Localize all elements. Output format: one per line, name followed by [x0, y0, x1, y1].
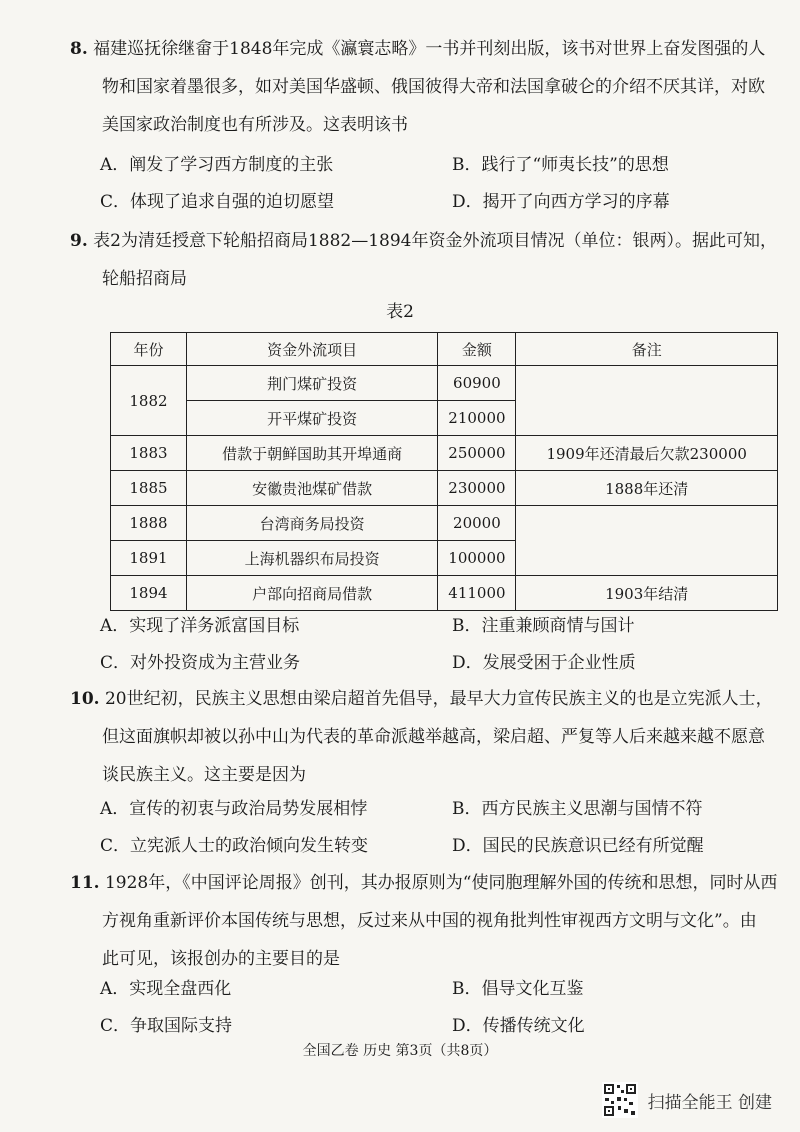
- question-number: 11.: [70, 873, 100, 893]
- table-cell-item: 借款于朝鲜国助其开埠通商: [186, 436, 438, 471]
- table-cell-year: 1891: [111, 541, 187, 576]
- table-cell-amount: 210000: [438, 401, 516, 436]
- table-cell-year: 1883: [111, 436, 187, 471]
- option-c[interactable]: C．争取国际支持: [100, 1016, 233, 1036]
- table-row: [111, 436, 778, 471]
- option-a[interactable]: A．实现了洋务派富国目标: [100, 616, 300, 636]
- question-11: [70, 864, 778, 978]
- option-a[interactable]: A．阐发了学习西方制度的主张: [100, 155, 334, 175]
- table-cell-amount: 230000: [438, 471, 516, 506]
- question-number: 8.: [70, 39, 88, 59]
- table-cell-note: [516, 366, 778, 436]
- question-text-line: 美国家政治制度也有所涉及。这表明该书: [102, 115, 408, 135]
- table-cell-item: 上海机器织布局投资: [186, 541, 438, 576]
- option-d[interactable]: D．传播传统文化: [452, 1016, 585, 1036]
- option-d[interactable]: D．发展受困于企业性质: [452, 653, 636, 673]
- question-9-options: [100, 611, 760, 685]
- option-a[interactable]: A．实现全盘西化: [100, 979, 232, 999]
- question-8: [70, 30, 770, 144]
- table-header: 备注: [516, 333, 778, 366]
- table-cell-year: 1894: [111, 576, 187, 611]
- option-c[interactable]: C．体现了追求自强的迫切愿望: [100, 192, 335, 212]
- table-row: [111, 471, 778, 506]
- table-cell-amount: 60900: [438, 366, 516, 401]
- table-header: 金额: [438, 333, 516, 366]
- table-header: 资金外流项目: [186, 333, 438, 366]
- question-text-line: 1928年，《中国评论周报》创刊，其办报原则为“使同胞理解外国的传统和思想，同时从西: [104, 873, 778, 893]
- option-b[interactable]: B．倡导文化互鉴: [452, 979, 584, 999]
- question-10: [70, 680, 773, 794]
- table-cell-item: 户部向招商局借款: [186, 576, 438, 611]
- option-c[interactable]: C．立宪派人士的政治倾向发生转变: [100, 836, 369, 856]
- table-cell-amount: 411000: [438, 576, 516, 611]
- table-cell-amount: 20000: [438, 506, 516, 541]
- question-text-line: 轮船招商局: [102, 269, 187, 289]
- watermark-text: 扫描全能王 创建: [647, 1092, 772, 1113]
- table-cell-note: 1888年还清: [516, 471, 778, 506]
- option-a[interactable]: A．宣传的初衷与政治局势发展相悖: [100, 799, 368, 819]
- question-text-line: 但这面旗帜却被以孙中山为代表的革命派越举越高，梁启超、严复等人后来越来越不愿意: [102, 727, 765, 747]
- table-cell-year: 1885: [111, 471, 187, 506]
- question-text-line: 20世纪初，民族主义思想由梁启超首先倡导，最早大力宣传民族主义的也是立宪派人士，: [104, 689, 773, 709]
- scanner-watermark: [602, 1082, 772, 1118]
- table-row: [111, 576, 778, 611]
- question-11-options: [100, 974, 760, 1048]
- table-row: [111, 506, 778, 541]
- table-cell-item: 台湾商务局投资: [186, 506, 438, 541]
- question-8-options: [100, 150, 760, 224]
- table-cell-item: 荆门煤矿投资: [186, 366, 438, 401]
- table-cell-item: 安徽贵池煤矿借款: [186, 471, 438, 506]
- option-b[interactable]: B．西方民族主义思潮与国情不符: [452, 799, 703, 819]
- question-text-line: 方视角重新评价本国传统与思想，反过来从中国的视角批判性审视西方文明与文化”。由: [102, 911, 757, 931]
- question-10-options: [100, 794, 760, 868]
- qr-code-icon: [602, 1082, 638, 1118]
- question-text-line: 福建巡抚徐继畲于1848年完成《瀛寰志略》一书并刊刻出版，该书对世界上奋发图强的人: [93, 39, 766, 59]
- option-d[interactable]: D．揭开了向西方学习的序幕: [452, 192, 670, 212]
- table-cell-amount: 100000: [438, 541, 516, 576]
- page-footer: 全国乙卷 历史 第3页（共8页）: [302, 1043, 498, 1059]
- option-b[interactable]: B．注重兼顾商情与国计: [452, 616, 635, 636]
- table-row: [111, 366, 778, 401]
- table-header-row: [111, 333, 778, 366]
- capital-outflow-table: [110, 332, 778, 611]
- table-cell-item: 开平煤矿投资: [186, 401, 438, 436]
- question-number: 9.: [70, 231, 88, 251]
- table-title: 表2: [386, 302, 414, 322]
- option-c[interactable]: C．对外投资成为主营业务: [100, 653, 301, 673]
- question-text-line: 谈民族主义。这主要是因为: [102, 765, 306, 785]
- option-d[interactable]: D．国民的民族意识已经有所觉醒: [452, 836, 704, 856]
- table-cell-year: 1882: [111, 366, 187, 436]
- question-text-line: 物和国家着墨很多，如对美国华盛顿、俄国彼得大帝和法国拿破仑的介绍不厌其详，对欧: [102, 77, 765, 97]
- table-cell-note: 1903年结清: [516, 576, 778, 611]
- table-cell-note: 1909年还清最后欠款230000: [516, 436, 778, 471]
- table-header: 年份: [111, 333, 187, 366]
- table-cell-year: 1888: [111, 506, 187, 541]
- question-text-line: 表2为清廷授意下轮船招商局1882—1894年资金外流项目情况（单位：银两）。据此可知，: [93, 231, 777, 251]
- question-text-line: 此可见，该报创办的主要目的是: [102, 949, 340, 969]
- option-b[interactable]: B．践行了“师夷长技”的思想: [452, 155, 669, 175]
- question-9: [70, 222, 777, 298]
- table-cell-note: [516, 506, 778, 576]
- table-cell-amount: 250000: [438, 436, 516, 471]
- question-number: 10.: [70, 689, 100, 709]
